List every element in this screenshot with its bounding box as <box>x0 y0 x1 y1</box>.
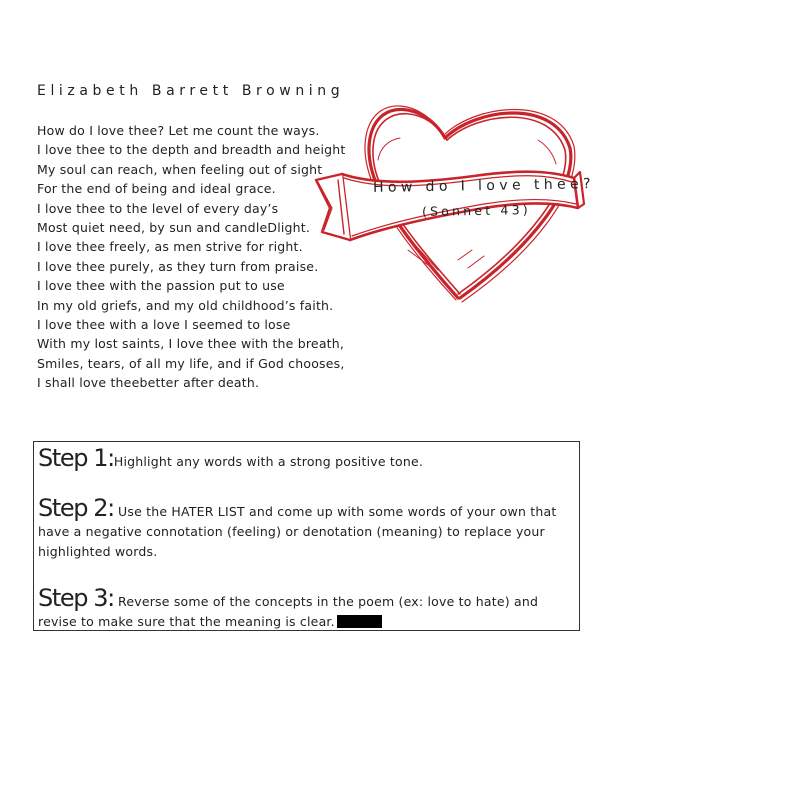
step-3 <box>38 584 574 632</box>
poem-line: In my old griefs, and my old childhood’s faith. <box>37 297 334 313</box>
step-2 <box>38 494 574 562</box>
poem-line: Most quiet need, by sun and candleDlight. <box>37 219 311 235</box>
step-1 <box>38 444 574 472</box>
step-1-text: Highlight any words with a strong positive tone. <box>113 454 424 469</box>
author-name: Elizabeth Barrett Browning <box>37 83 345 99</box>
poem-line: I love thee with the passion put to use <box>37 278 285 294</box>
steps-box <box>33 441 580 631</box>
poem-line: For the end of being and ideal grace. <box>37 181 276 197</box>
poem-line: My soul can reach, when feeling out of sight <box>37 161 323 177</box>
step-3-label: Step 3: <box>38 584 114 612</box>
poem-line: With my lost saints, I love thee with the breath, <box>37 336 345 352</box>
banner-subtitle: (Sonnet 43) <box>421 202 531 219</box>
banner-title: How do I love thee? <box>372 176 596 196</box>
step-3-text: Reverse some of the concepts in the poem (ex: love to hate) and revise to make sure that the meaning is clear. <box>38 594 539 629</box>
poem-line: How do I love thee? Let me count the ways. <box>37 123 320 138</box>
step-2-text: Use the HATER LIST and come up with some words of your own that have a negative connotation (feeling) or denotation (meaning) to replace your highlighted words. <box>38 504 557 559</box>
poem-line: Smiles, tears, of all my life, and if God chooses, <box>37 355 345 371</box>
step-1-label: Step 1: <box>38 444 114 472</box>
poem-line: I love thee freely, as men strive for right. <box>37 239 303 255</box>
poem-line: I love thee with a love I seemed to lose <box>37 316 291 332</box>
poem-line: I love thee purely, as they turn from praise. <box>37 258 319 274</box>
poem-line: I love thee to the depth and breadth and height <box>37 142 346 158</box>
redaction-bar <box>337 615 382 628</box>
poem-line: I shall love theebetter after death. <box>37 375 260 391</box>
poem-line: I love thee to the level of every day’s <box>37 200 279 216</box>
step-2-label: Step 2: <box>38 494 114 522</box>
